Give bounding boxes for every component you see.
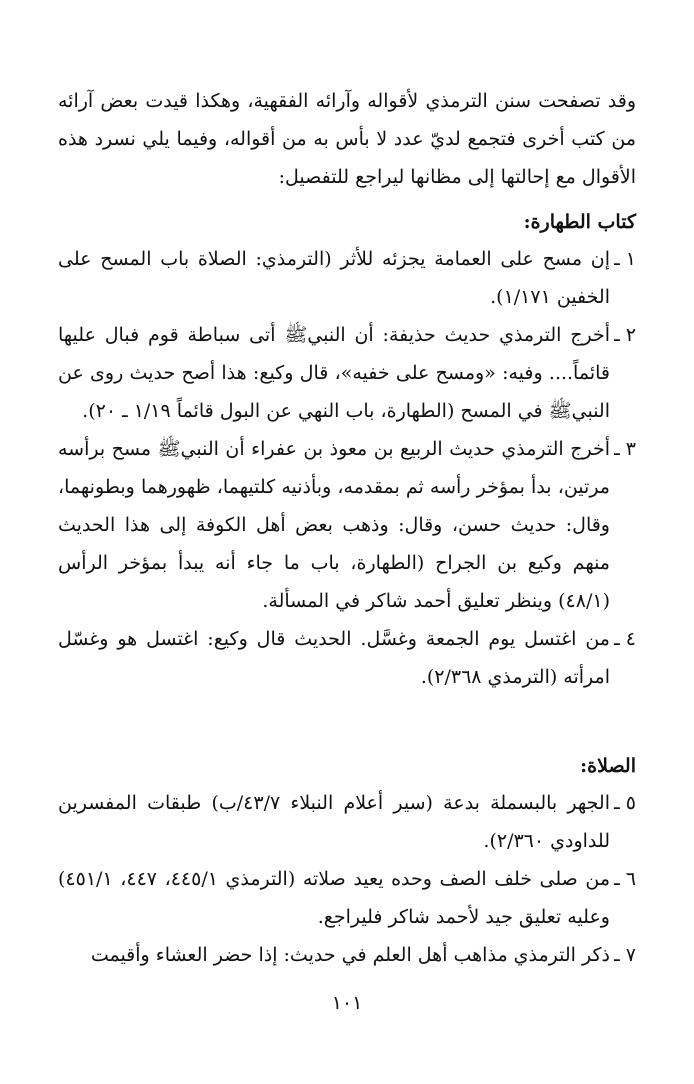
item-number: ٢ ـ bbox=[614, 324, 636, 346]
purification-list bbox=[58, 240, 636, 696]
page-number: ١٠١ bbox=[331, 992, 363, 1014]
item-text: إن مسح على العمامة يجزئه للأثر (الترمذي: الصلاة باب المسح على الخفين ١/١٧١). bbox=[58, 248, 610, 308]
item-text: من صلى خلف الصف وحده يعيد صلاته (الترمذي ٤٤٥/١، ٤٤٧، ٤٥١/١) وعليه تعليق جيد لأحمد شاكر فليراجع. bbox=[58, 868, 611, 928]
list-item bbox=[58, 936, 636, 974]
item-text: أخرج الترمذي حديث الربيع بن معوذ بن عفراء أن النبيﷺ مسح برأسه مرتين، بدأ بمؤخر رأسه ثم بمقدمه، وبأذنيه كلتيهما، ظهورهما وبطونهما، وقال: حديث حسن، وقال: وذهب بعض أهل الكوفة إلى هذا الحديث منهم وكيع بن الجراح (الطهارة، باب ما جاء أنه يبدأ بمؤخر الرأس (٤٨/١) وينظر تعليق أحمد شاكر في المسألة. bbox=[58, 438, 610, 612]
item-number: ١ ـ bbox=[614, 248, 636, 270]
intro-paragraph: وقد تصفحت سنن الترمذي لأقواله وآرائه الفقهية، وهكذا قيدت بعض آرائه من كتب أخرى فتجمع لديّ عدد لا بأس به من أقواله، وفيما يلي نسرد هذه الأقوال مع إحالتها إلى مظانها ليراجع للتفصيل: bbox=[58, 90, 636, 188]
list-item bbox=[58, 316, 636, 430]
item-text: ذكر الترمذي مذاهب أهل العلم في حديث: إذا حضر العشاء وأقيمت bbox=[90, 944, 610, 966]
item-number: ٤ ـ bbox=[614, 628, 636, 650]
list-item bbox=[58, 430, 636, 620]
item-text: أخرج الترمذي حديث حذيفة: أن النبيﷺ أتى سباطة قوم فبال عليها قائماً.... وفيه: «ومسح على خفيه»، قال وكيع: هذا أصح حديث روى عن النبيﷺ في المسح (الطهارة، باب النهي عن البول قائماً ١/١٩ ـ ٢٠). bbox=[58, 324, 610, 422]
item-text: الجهر بالبسملة بدعة (سير أعلام النبلاء ٤٣/٧/ب) طبقات المفسرين للداودي ٢/٣٦٠). bbox=[58, 792, 610, 852]
list-item bbox=[58, 860, 636, 936]
item-text: من اغتسل يوم الجمعة وغسَّل. الحديث قال وكيع: اغتسل هو وغسّل امرأته (الترمذي ٢/٣٦٨). bbox=[58, 628, 610, 688]
item-number: ٥ ـ bbox=[614, 792, 636, 814]
list-item bbox=[58, 784, 636, 860]
section-heading-purification: كتاب الطهارة: bbox=[523, 211, 636, 233]
item-number: ٣ ـ bbox=[614, 438, 636, 460]
prayer-list bbox=[58, 784, 636, 974]
list-item bbox=[58, 620, 636, 696]
item-number: ٧ ـ bbox=[614, 944, 636, 966]
list-item bbox=[58, 240, 636, 316]
item-number: ٦ ـ bbox=[614, 868, 636, 890]
section-heading-prayer: الصلاة: bbox=[580, 755, 636, 777]
